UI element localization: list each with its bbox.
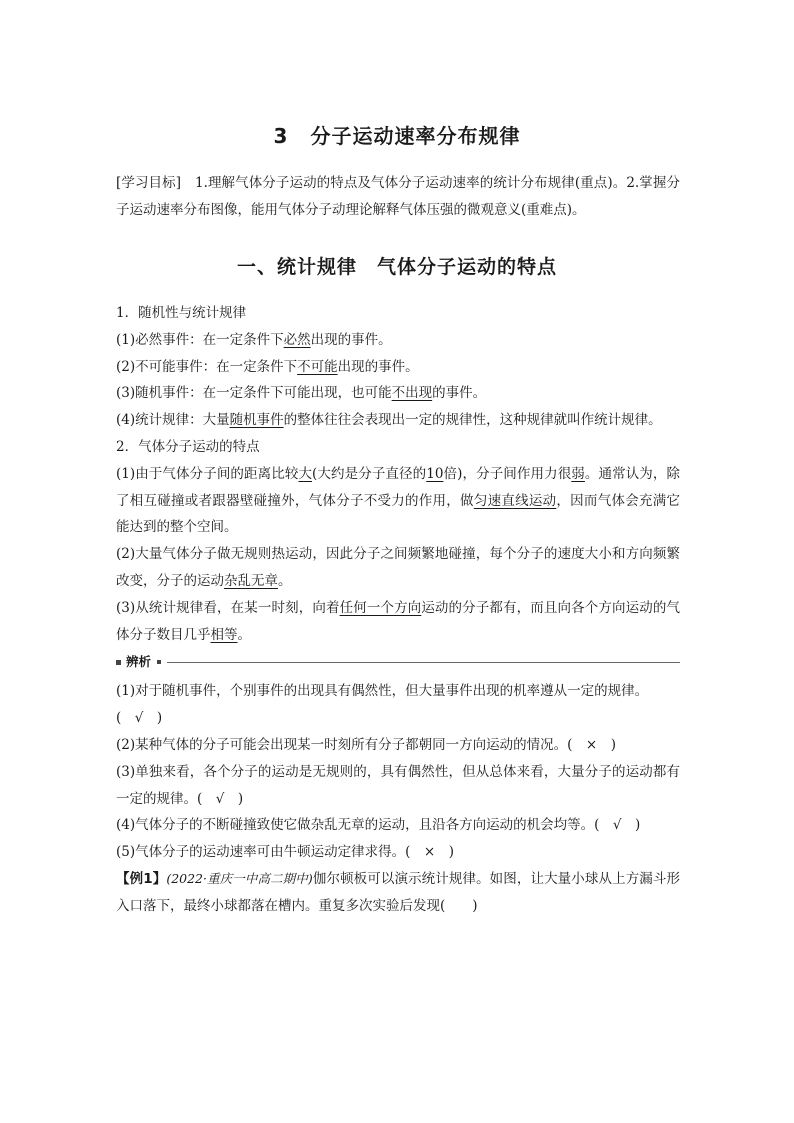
judge-mark-1: ( √ )	[116, 710, 163, 727]
judge-item-3: (3)单独来看，各个分子的运动是无规则的，具有偶然性，但从总体来看，大量分子的运动都有一定的规律。( √ )	[116, 763, 680, 807]
subheading-gas-motion: 2．气体分子运动的特点	[116, 438, 260, 455]
item-impossible-event: (2)不可能事件：在一定条件下不可能出现的事件。	[116, 358, 419, 375]
judge-mark-5: ( × )	[405, 844, 454, 861]
item-gas-statistics: (3)从统计规律看，在某一时刻，向着任何一个方向运动的分子都有，而且向各个方向运动的气体分子数目几乎相等。	[116, 599, 681, 643]
section-heading-left: 一、统计规律	[236, 256, 357, 278]
example-source: (2022·重庆一中高二期中)	[166, 870, 313, 886]
item-gas-collision: (2)大量气体分子做无规则热运动，因此分子之间频繁地碰撞，每个分子的速度大小和方向频繁改变，分子的运动杂乱无章。	[116, 546, 680, 589]
title-number: 3	[273, 124, 289, 148]
bianxi-divider	[116, 650, 680, 674]
learning-goals	[116, 170, 680, 224]
section-heading	[0, 252, 794, 279]
section-body	[116, 300, 680, 920]
divider-line	[167, 662, 680, 663]
judge-mark-3: ( √ )	[197, 790, 244, 807]
item-certain-event: (1)必然事件：在一定条件下必然出现的事件。	[116, 331, 392, 348]
example-tag: 【例1】	[116, 870, 167, 887]
item-statistical-law: (4)统计规律：大量随机事件的整体往往会表现出一定的规律性，这种规律就叫作统计规律。	[116, 412, 662, 429]
subheading-randomness: 1．随机性与统计规律	[116, 305, 247, 321]
title-text: 分子运动速率分布规律	[310, 124, 521, 148]
example-text: 伽尔顿板可以演示统计规律。如图，让大量小球从上方漏斗形入口落下，最终小球都落在槽内。重复多次实验后发现( )	[116, 870, 680, 914]
judge-mark-2: ( × )	[567, 736, 616, 753]
goals-tag: [学习目标]	[116, 175, 181, 191]
item-gas-distance: (1)由于气体分子间的距离比较大(大约是分子直径的10倍)，分子间作用力很弱。通常认为，除了相互碰撞或者跟器壁碰撞外，气体分子不受力的作用，做匀速直线运动，因而气体会充满它能达到的整个空间。	[116, 465, 681, 536]
judge-item-4: (4)气体分子的不断碰撞致使它做杂乱无章的运动，且沿各方向运动的机会均等。( √ )	[116, 817, 641, 834]
bianxi-dot-icon	[157, 660, 161, 664]
goals-text: 1.理解气体分子运动的特点及气体分子运动速率的统计分布规律(重点)。2.掌握分子运动速率分布图像，能用气体分子动理论解释气体压强的微观意义(重难点)。	[116, 175, 680, 218]
judge-mark-4: ( √ )	[594, 817, 641, 834]
bianxi-square-icon	[116, 660, 121, 665]
bianxi-label: 辨析	[126, 653, 152, 669]
judge-item-5: (5)气体分子的运动速率可由牛顿运动定律求得。( × )	[116, 844, 454, 861]
section-heading-right: 气体分子运动的特点	[377, 256, 558, 278]
item-random-event: (3)随机事件：在一定条件下可能出现，也可能不出现的事件。	[116, 385, 487, 402]
page-title	[0, 120, 794, 149]
example-1	[116, 866, 680, 920]
judge-item-1: (1)对于随机事件，个别事件的出现具有偶然性，但大量事件出现的机率遵从一定的规律。	[116, 683, 649, 700]
judge-item-2: (2)某种气体的分子可能会出现某一时刻所有分子都朝同一方向运动的情况。( × )	[116, 736, 616, 753]
